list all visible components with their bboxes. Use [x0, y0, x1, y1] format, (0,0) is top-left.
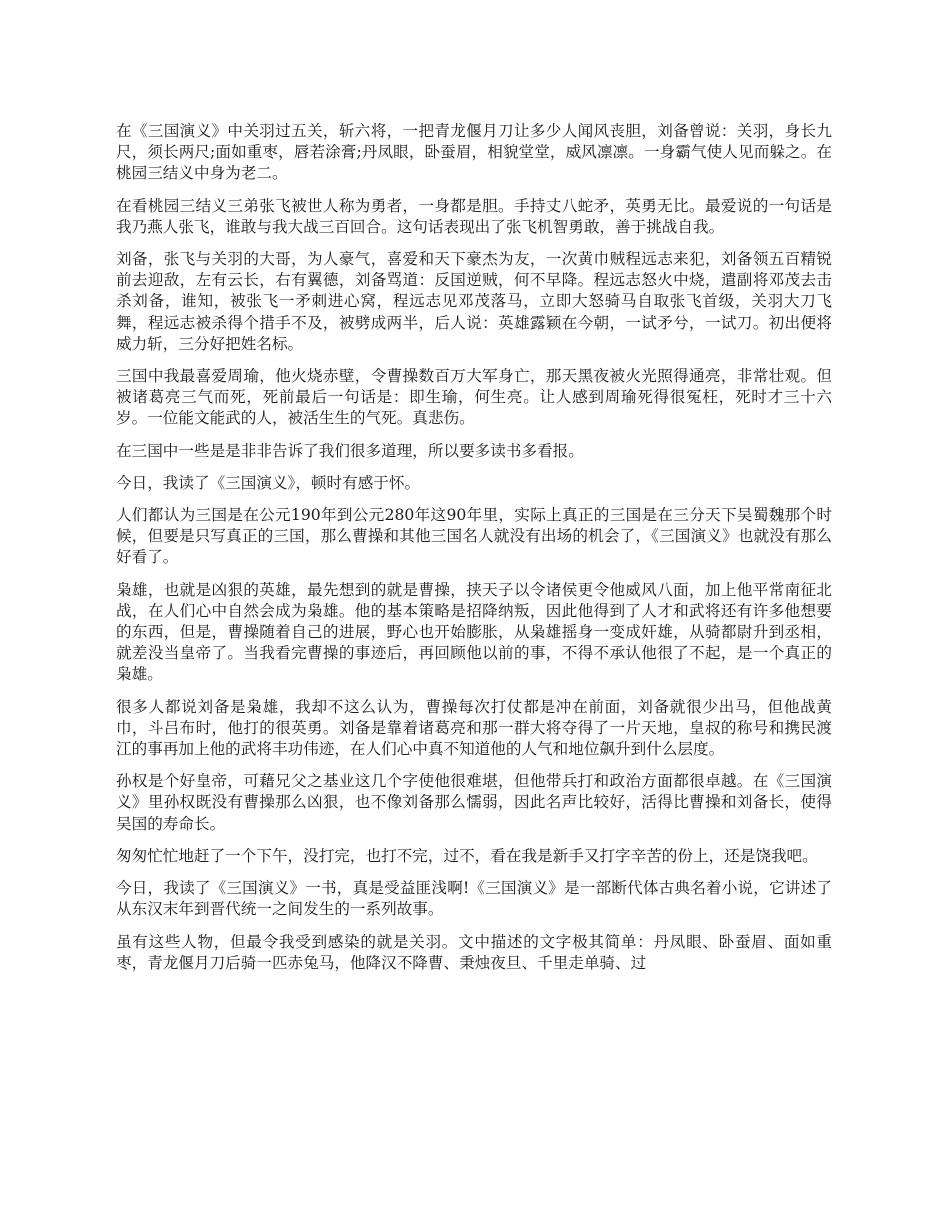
document-body [116, 121, 832, 985]
paragraph: 三国中我最喜爱周瑜，他火烧赤壁，令曹操数百万大军身亡，那天黑夜被火光照得通亮，非常壮观。但被诸葛亮三气而死，死前最后一句话是：即生瑜，何生亮。让人感到周瑜死得很冤枉，死时才三十六岁。一位能文能武的人，被活生生的气死。真悲伤。 [116, 367, 832, 428]
paragraph: 刘备，张飞与关羽的大哥，为人豪气，喜爱和天下豪杰为友，一次黄巾贼程远志来犯，刘备领五百精锐前去迎敌，左有云长，右有翼德，刘备骂道：反国逆贼，何不早降。程远志怒火中烧，遣副将邓茂去击杀刘备，谁知，被张飞一矛刺进心窝，程远志见邓茂落马，立即大怒骑马自取张飞首级，关羽大刀飞舞，程远志被杀得个措手不及，被劈成两半，后人说：英雄露颖在今朝，一试矛兮，一试刀。初出便将威力斩，三分好把姓名标。 [116, 250, 832, 353]
paragraph: 枭雄，也就是凶狠的英雄，最先想到的就是曹操，挟天子以令诸侯更令他威风八面，加上他平常南征北战，在人们心中自然会成为枭雄。他的基本策略是招降纳叛，因此他得到了人才和武将还有许多他想要的东西，但是，曹操随着自己的进展，野心也开始膨胀，从枭雄摇身一变成奸雄，从骑都尉升到丞相，就差没当皇帝了。当我看完曹操的事迹后，再回顾他以前的事，不得不承认他很了不起，是一个真正的枭雄。 [116, 580, 832, 684]
paragraph: 今日，我读了《三国演义》，顿时有感于怀。 [116, 473, 421, 492]
paragraph: 今日，我读了《三国演义》一书，真是受益匪浅啊!《三国演义》是一部断代体古典名着小说，它讲述了从东汉末年到晋代统一之间发生的一系列故事。 [116, 879, 832, 919]
paragraph: 虽有这些人物，但最令我受到感染的就是关羽。文中描述的文字极其简单：丹凤眼、卧蚕眉、面如重枣，青龙偃月刀后骑一匹赤兔马，他降汉不降曹、秉烛夜旦、千里走单骑、过 [116, 932, 832, 972]
paragraph: 孙权是个好皇帝，可藉兄父之基业这几个字使他很难堪，但他带兵打和政治方面都很卓越。在《三国演义》里孙权既没有曹操那么凶狠，也不像刘备那么懦弱，因此名声比较好，活得比曹操和刘备长，使得吴国的寿命长。 [116, 772, 832, 833]
paragraph: 在三国中一些是是非非告诉了我们很多道理，所以要多读书多看报。 [116, 441, 584, 460]
paragraph: 在看桃园三结义三弟张飞被世人称为勇者，一身都是胆。手持丈八蛇矛，英勇无比。最爱说的一句话是我乃燕人张飞，谁敢与我大战三百回合。这句话表现出了张飞机智勇敢，善于挑战自我。 [116, 196, 832, 236]
paragraph: 人们都认为三国是在公元190年到公元280年这90年里，实际上真正的三国是在三分天下吴蜀魏那个时候，但要是只写真正的三国，那么曹操和其他三国名人就没有出场的机会了，《三国演义》也就没有那么好看了。 [116, 506, 832, 567]
paragraph: 匆匆忙忙地赶了一个下午，没打完，也打不完，过不，看在我是新手又打字辛苦的份上，还是饶我吧。 [116, 846, 818, 865]
paragraph: 很多人都说刘备是枭雄，我却不这么认为，曹操每次打仗都是冲在前面，刘备就很少出马，但他战黄巾，斗吕布时，他打的很英勇。刘备是靠着诸葛亮和那一群大将夺得了一片天地，皇叔的称号和携民渡江的事再加上他的武将丰功伟迹，在人们心中真不知道他的人气和地位飙升到什么层度。 [116, 697, 832, 759]
paragraph: 在《三国演义》中关羽过五关，斩六将，一把青龙偃月刀让多少人闻风丧胆，刘备曾说：关羽，身长九尺，须长两尺;面如重枣，唇若涂膏;丹凤眼，卧蚕眉，相貌堂堂，威风凛凛。一身霸气使人见而躲之。在桃园三结义中身为老二。 [116, 122, 832, 183]
